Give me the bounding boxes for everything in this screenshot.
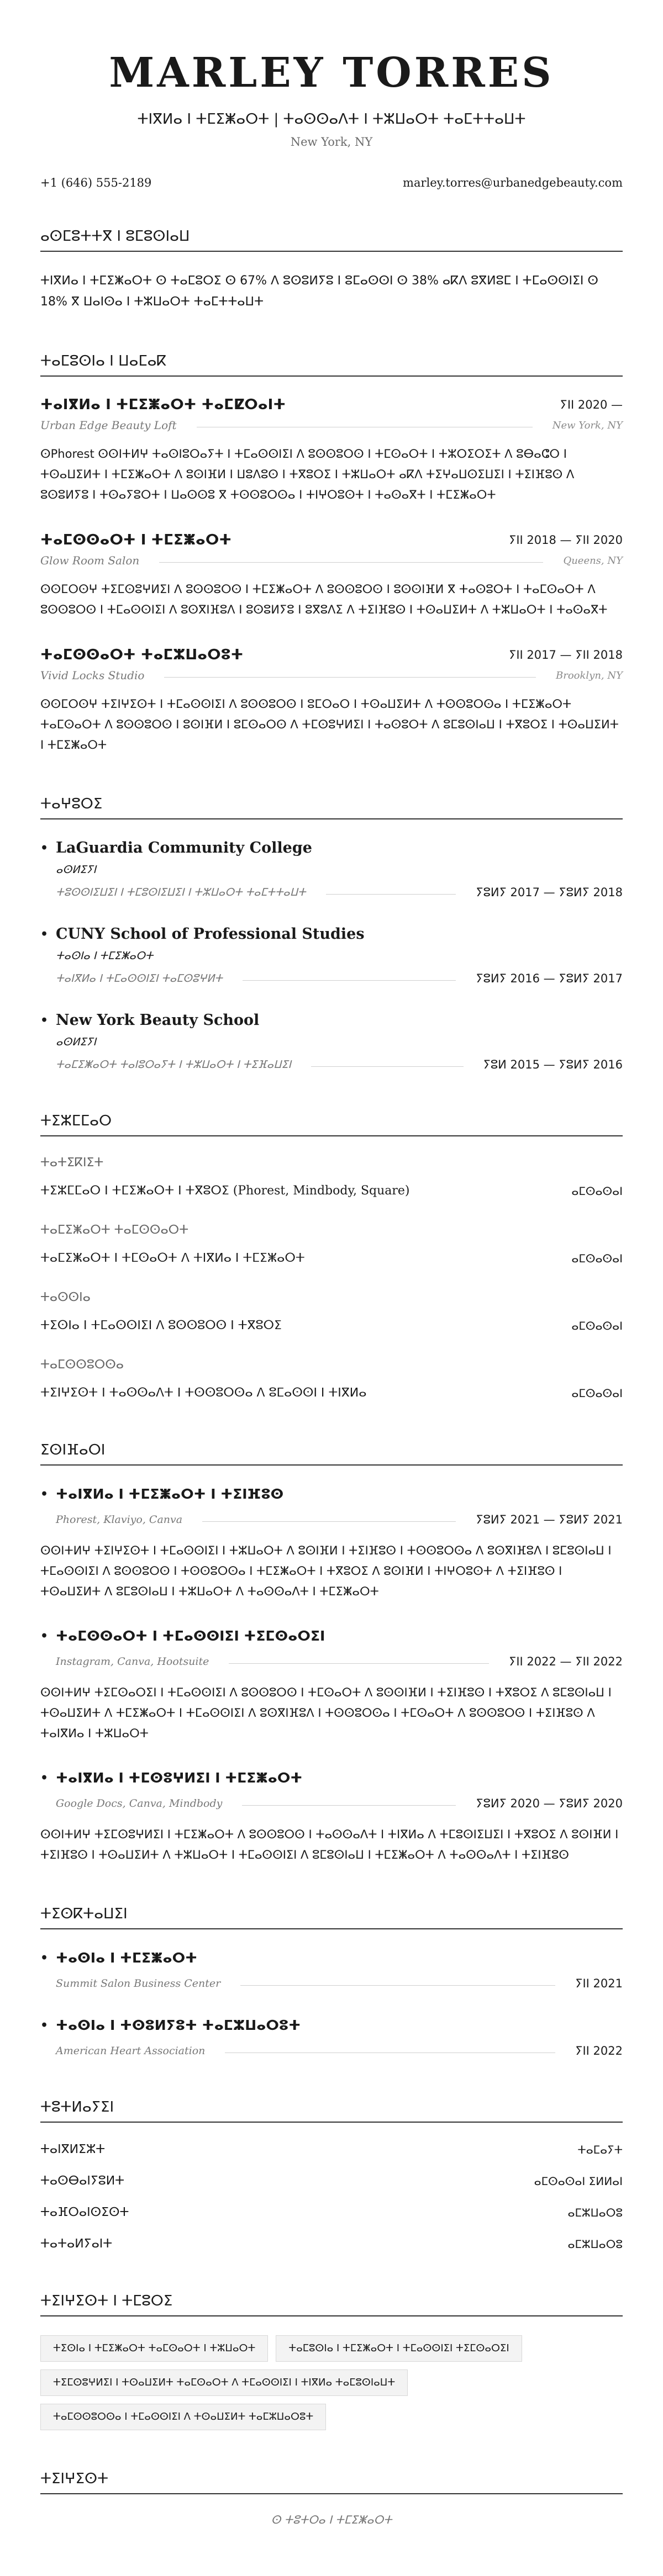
contact-row xyxy=(40,176,623,190)
section-heading: ⴰⵙⵎⵓⵜⵜⴳ ⵏ ⵓⵎⵓⵙⵏⴰⵡ xyxy=(40,228,623,252)
certification-item xyxy=(40,1948,623,1991)
skill-level: ⴰⵎⵙⴰⵙⴰⵏ xyxy=(571,1184,623,1198)
education-item xyxy=(40,838,623,900)
job-date: ⵢⵏⵏ 2018 — ⵢⵏⵏ 2020 xyxy=(509,533,623,547)
skill-category: ⵜⴰⵎⵙⵙⵓⵔⵙⴰ xyxy=(40,1358,124,1372)
references-section xyxy=(40,2470,623,2526)
degree-name: ⴰⵙⵍⵉⵢⵏ xyxy=(56,1036,96,1048)
degree-name: ⴰⵙⵍⵉⵢⵏ xyxy=(56,864,96,876)
language-item xyxy=(40,2173,623,2189)
language-level: ⴰⵎⵣⵡⴰⵔⵓ xyxy=(567,2238,623,2251)
school-name: CUNY School of Professional Studies xyxy=(56,925,365,943)
project-date: ⵢⵓⵍⵢ 2020 — ⵢⵓⵍⵢ 2020 xyxy=(476,1797,623,1810)
project-item xyxy=(40,1626,623,1744)
skill-name: ⵜⵉⵏⵖⵉⵙⵜ ⵏ ⵜⴰⵙⵙⴰⴷⵜ ⵏ ⵜⵙⵙⵓⵔⵙⴰ ⴷ ⵓⵎⴰⵙⵙⵏ ⵏ ⵜⵏⴳⵍⴰ xyxy=(40,1386,367,1400)
skill-group xyxy=(40,1357,623,1401)
degree-name: ⵜⴰⵙⵏⴰ ⵏ ⵜⵎⵉⵥⴰⵔⵜ xyxy=(56,950,154,962)
leader-line xyxy=(229,1663,489,1664)
skill-name: ⵜⵉⵣⵎⵎⴰⵔ ⵏ ⵜⵎⵉⵥⴰⵔⵜ ⵏ ⵜⴳⵓⵔⵉ (Phorest, Mindbody, Square) xyxy=(40,1184,410,1198)
leader-line xyxy=(311,1066,464,1067)
summary-text: ⵜⵏⴳⵍⴰ ⵏ ⵜⵎⵉⵥⴰⵔⵜ ⵙ ⵜⴰⵎⵓⵔⵉ ⵙ 67% ⴷ ⵓⵙⵓⵍⵢⵓ ⵏ ⵓⵎⴰⵙⵙⵏ ⵙ 38% ⴰⴽⴷ ⵓⴳⵍⵓⵎ ⵏ ⵜⵎⴰⵙⵙⵏⵉⵏ ⵙ 18% ⴳ ⵡⴰⵏⵙⴰ ⵏ ⵜⵣⵡⴰⵔⵜ ⵜⴰⵎⵜⵜⴰⵡⵜ xyxy=(40,274,598,309)
bullet-icon: • xyxy=(40,841,49,855)
skill-group xyxy=(40,1223,623,1267)
section-heading: ⵜⵉⵙⴽⵜⴰⵡⵉⵏ xyxy=(40,1905,623,1929)
section-heading: ⵜⴰⵎⵓⵙⵏⴰ ⵏ ⵡⴰⵎⴰⴽ xyxy=(40,352,623,377)
project-tools: Google Docs, Canva, Mindbody xyxy=(56,1797,223,1810)
language-name: ⵜⴰⴼⵔⴰⵏⵙⵉⵙⵜ xyxy=(40,2205,129,2219)
project-tools: Phorest, Klaviyo, Canva xyxy=(56,1514,183,1526)
language-name: ⵜⴰⵜⴰⵍⵢⴰⵏⵜ xyxy=(40,2237,113,2251)
job-date: ⵢⵏⵏ 2020 — xyxy=(560,398,623,411)
project-description: ⵙⵙⵏⵜⵍⵖ ⵜⵉⵏⵖⵉⵙⵜ ⵏ ⵜⵎⴰⵙⵙⵏⵉⵏ ⵏ ⵜⵣⵡⴰⵔⵜ ⴷ ⵓⵙⵏⴼⵍ ⵏ ⵜⵉⵏⴼⵓⵙ ⵏ ⵜⵙⵙⵓⵔⵙⴰ ⴷ ⵓⵙⴳⵏⴼⵓⴷ ⵏ ⵓⵎⵓⵙⵏⴰⵡ ⵏ ⵜⵎⴰⵙⵙⵏⵉⵏ ⴷ ⵓⵙⵙⵓⵔⵙ ⵏ ⵜⵙⵙⵓⵔⵙⴰ ⵏ ⵜⵎⵉⵥⴰⵔⵜ ⵏ ⵜⴳⵓⵔⵉ ⴷ ⵓⵙⵏⴼⵍ ⵏ ⵜⵏⵖⵔⵓⵙⵜ ⴷ ⵜⵉⵏⴼⵓⵙ ⵏ ⵜⵙⴰⵡⵉⵍⵜ ⴷ ⵓⵎⵓⵙⵏⴰⵡ ⵏ ⵜⵣⵡⴰⵔⵜ ⴷ ⵜⴰⵙⵙⴰⴷⵜ ⵏ ⵜⵎⵉⵥⴰⵔⵜ xyxy=(40,1544,612,1598)
project-title: ⵜⴰⵎⵙⵙⴰⵔⵜ ⵏ ⵜⵎⴰⵙⵙⵏⵉⵏ ⵜⵉⵎⵙⴰⵔⵉⵏ xyxy=(56,1628,325,1644)
section-heading: ⵜⴰⵖⵓⵔⵉ xyxy=(40,795,623,819)
bullet-icon: • xyxy=(40,1013,49,1028)
language-name: ⵜⴰⵏⴳⵍⵉⵣⵜ xyxy=(40,2143,106,2156)
phone-number: +1 (646) 555-2189 xyxy=(40,176,152,189)
leader-line xyxy=(326,894,456,895)
projects-section xyxy=(40,1441,623,1865)
education-item xyxy=(40,1011,623,1072)
school-name: LaGuardia Community College xyxy=(56,839,312,856)
references-text: ⵙ ⵜⵓⵜⵔⴰ ⵏ ⵜⵎⵉⵥⴰⵔⵜ xyxy=(271,2513,392,2526)
language-name: ⵜⴰⵙⴱⴰⵏⵢⵓⵍⵜ xyxy=(40,2174,125,2188)
bullet-icon: • xyxy=(40,2018,49,2033)
section-heading: ⵜⵓⵜⵍⴰⵢⵉⵏ xyxy=(40,2098,623,2123)
certification-title: ⵜⴰⵙⵏⴰ ⵏ ⵜⵎⵉⵥⴰⵔⵜ xyxy=(56,1950,198,1966)
skill-name: ⵜⵉⵙⵏⴰ ⵏ ⵜⵎⴰⵙⵙⵏⵉⵏ ⴷ ⵓⵙⵙⵓⵔⵙ ⵏ ⵜⴳⵓⵔⵉ xyxy=(40,1319,282,1332)
bullet-icon: • xyxy=(40,927,49,941)
skill-category: ⵜⴰⵎⵉⵥⴰⵔⵜ ⵜⴰⵎⵙⵙⴰⵔⵜ xyxy=(40,1223,189,1237)
section-heading: ⵜⵉⵏⵖⵉⵙⵜ ⵏ ⵜⵎⵓⵔⵉ xyxy=(40,2292,623,2316)
project-title: ⵜⴰⵏⴳⵍⴰ ⵏ ⵜⵎⵙⵓⵖⵍⵉⵏ ⵏ ⵜⵎⵉⵥⴰⵔⵜ xyxy=(56,1770,303,1786)
field-of-study: ⵜⴰⵎⵉⵥⴰⵔⵜ ⵜⴰⵏⵓⵔⴰⵢⵜ ⵏ ⵜⵣⵡⴰⵔⵜ ⵏ ⵜⵉⴼⴰⵡⵉⵏ xyxy=(56,1059,291,1071)
interest-tags xyxy=(40,2335,623,2430)
skill-group xyxy=(40,1155,623,1199)
interests-section xyxy=(40,2292,623,2430)
school-name: New York Beauty School xyxy=(56,1012,260,1029)
job-title: ⵜⴰⵎⵙⵙⴰⵔⵜ ⵜⴰⵎⵣⵡⴰⵔⵓⵜ xyxy=(40,647,244,663)
education-date: ⵢⵓⵍ 2015 — ⵢⵓⵍⵢ 2016 xyxy=(483,1058,623,1071)
project-title: ⵜⴰⵏⴳⵍⴰ ⵏ ⵜⵎⵉⵥⴰⵔⵜ ⵏ ⵜⵉⵏⴼⵓⵙ xyxy=(56,1486,284,1502)
bullet-icon: • xyxy=(40,1629,49,1643)
language-item xyxy=(40,2141,623,2158)
project-description: ⵙⵙⵏⵜⵍⵖ ⵜⵉⵎⵙⵓⵖⵍⵉⵏ ⵏ ⵜⵎⵉⵥⴰⵔⵜ ⴷ ⵓⵙⵙⵓⵔⵙ ⵏ ⵜⴰⵙⵙⴰⴷⵜ ⵏ ⵜⵏⴳⵍⴰ ⴷ ⵜⵎⵓⵙⵏⵉⵡⵉⵏ ⵏ ⵜⴳⵓⵔⵉ ⴷ ⵓⵙⵏⴼⵍ ⵏ ⵜⵉⵏⴼⵓⵙ ⵏ ⵜⵙⴰⵡⵉⵍⵜ ⴷ ⵜⵣⵡⴰⵔⵜ ⵏ ⵜⵎⴰⵙⵙⵏⵉⵏ ⴷ ⵓⵎⵓⵙⵏⴰⵡ ⵏ ⵜⵎⵉⵥⴰⵔⵜ ⴷ ⵜⴰⵙⵙⴰⴷⵜ ⵏ ⵜⵉⵏⴼⵓⵙ xyxy=(40,1828,619,1861)
bullet-icon: • xyxy=(40,1771,49,1785)
interest-tag: ⵜⴰⵎⵓⵙⵏⴰ ⵏ ⵜⵎⵉⵥⴰⵔⵜ ⵏ ⵜⵎⴰⵙⵙⵏⵉⵏ ⵜⵉⵎⵙⴰⵔⵉⵏ xyxy=(276,2335,522,2362)
company-name: Glow Room Salon xyxy=(40,554,140,567)
leader-line xyxy=(242,1805,456,1806)
skill-group xyxy=(40,1290,623,1334)
skill-level: ⴰⵎⵙⴰⵙⴰⵏ xyxy=(571,1252,623,1265)
project-item xyxy=(40,1484,623,1602)
bullet-icon: • xyxy=(40,1951,49,1965)
job-title: ⵜⴰⵎⵙⵙⴰⵔⵜ ⵏ ⵜⵎⵉⵥⴰⵔⵜ xyxy=(40,532,232,548)
interest-tag: ⵜⴰⵎⵙⵙⵓⵔⵙⴰ ⵏ ⵜⵎⴰⵙⵙⵏⵉⵏ ⴷ ⵜⵙⴰⵡⵉⵍⵜ ⵜⴰⵎⵣⵡⴰⵔⵓⵜ xyxy=(40,2404,326,2430)
language-level: ⵜⴰⵎⴰⵢⵜ xyxy=(577,2143,623,2156)
job-location: Queens, NY xyxy=(563,554,623,567)
leader-line xyxy=(202,1521,456,1522)
experience-item xyxy=(40,646,623,755)
project-date: ⵢⵏⵏ 2022 — ⵢⵏⵏ 2022 xyxy=(509,1655,623,1668)
education-date: ⵢⵓⵍⵢ 2016 — ⵢⵓⵍⵢ 2017 xyxy=(476,972,623,985)
leader-line xyxy=(240,1985,555,1986)
email-address: marley.torres@urbanedgebeauty.com xyxy=(403,176,623,189)
certification-issuer: American Heart Association xyxy=(56,2045,206,2057)
education-section xyxy=(40,795,623,1072)
company-name: Urban Edge Beauty Loft xyxy=(40,419,177,432)
leader-line xyxy=(164,677,536,678)
language-level: ⴰⵎⵙⴰⵙⴰⵏ ⵉⵍⵍⴰⵏ xyxy=(534,2175,623,2188)
project-description: ⵙⵙⵏⵜⵍⵖ ⵜⵉⵎⵙⴰⵔⵉⵏ ⵏ ⵜⵎⴰⵙⵙⵏⵉⵏ ⴷ ⵓⵙⵙⵓⵔⵙ ⵏ ⵜⵎⵙⴰⵔⵜ ⴷ ⵓⵙⵙⵏⴼⵍ ⵏ ⵜⵉⵏⴼⵓⵙ ⵏ ⵜⴳⵓⵔⵉ ⴷ ⵓⵎⵓⵙⵏⴰⵡ ⵏ ⵜⵙⴰⵡⵉⵍⵜ ⴷ ⵜⵎⵉⵥⴰⵔⵜ ⵏ ⵜⵎⴰⵙⵙⵏⵉⵏ ⴷ ⵓⵙⴳⵏⴼⵓⴷ ⵏ ⵜⵙⵙⵓⵔⵙⴰ ⵏ ⵜⵎⵙⴰⵔⵜ ⴷ ⵓⵙⵙⵓⵔⵙ ⵏ ⵜⵉⵏⴼⵓⵙ ⴷ ⵜⴰⵏⴳⵍⴰ ⵏ ⵜⵣⵡⴰⵔⵜ xyxy=(40,1686,612,1740)
project-item xyxy=(40,1768,623,1865)
skills-section xyxy=(40,1112,623,1401)
section-heading: ⵜⵉⵏⵖⵉⵙⵜ xyxy=(40,2470,623,2494)
summary-section xyxy=(40,228,623,313)
experience-section xyxy=(40,352,623,755)
education-date: ⵢⵓⵍⵢ 2017 — ⵢⵓⵍⵢ 2018 xyxy=(476,886,623,899)
language-item xyxy=(40,2204,623,2221)
field-of-study: ⵜⵓⵙⵙⵏⵉⵡⵉⵏ ⵏ ⵜⵎⵓⵙⵏⵉⵡⵉⵏ ⵏ ⵜⵣⵡⴰⵔⵜ ⵜⴰⵎⵜⵜⴰⵡⵜ xyxy=(56,886,306,898)
education-item xyxy=(40,924,623,986)
candidate-name: MARLEY TORRES xyxy=(109,49,554,97)
skill-level: ⴰⵎⵙⴰⵙⴰⵏ xyxy=(571,1319,623,1332)
languages-section xyxy=(40,2098,623,2252)
leader-line xyxy=(159,562,543,563)
section-heading: ⵉⵙⵏⴼⴰⵔⵏ xyxy=(40,1441,623,1466)
leader-line xyxy=(243,980,456,981)
job-description: ⵙⵙⵎⵔⵙⵖ ⵜⵉⵎⵙⵓⵖⵍⵉⵏ ⴷ ⵓⵙⵙⵓⵔⵙ ⵏ ⵜⵎⵉⵥⴰⵔⵜ ⴷ ⵓⵙⵙⵓⵔⵙ ⵏ ⵓⵙⵙⵏⴼⵍ ⴳ ⵜⴰⵙⵓⵔⵜ ⵏ ⵜⴰⵎⵙⴰⵔⵜ ⴷ ⵓⵙⵙⵓⵔⵙ ⵏ ⵜⵎⴰⵙⵙⵏⵉⵏ ⴷ ⵓⵙⴳⵏⴼⵓⴷ ⵏ ⵓⵙⵓⵍⵢⵓ ⵏ ⵓⴳⵓⴷⵉ ⴷ ⵜⵉⵏⴼⵓⵙ ⵏ ⵜⵙⴰⵡⵉⵍⵜ ⴷ ⵜⵣⵡⴰⵔⵜ ⵏ ⵜⴰⵙⴰⴳⵜ xyxy=(40,583,608,616)
language-item xyxy=(40,2236,623,2252)
certification-date: ⵢⵏⵏ 2022 xyxy=(575,2044,623,2057)
bullet-icon: • xyxy=(40,1487,49,1501)
job-description: ⵙPhorest ⵙⵙⵏⵜⵍⵖ ⵜⴰⵙⵏⵓⵔⴰⵢⵜ ⵏ ⵜⵎⴰⵙⵙⵏⵉⵏ ⴷ ⵓⵙⵙⵓⵔⵙ ⵏ ⵜⵎⵙⴰⵔⵜ ⵏ ⵜⵣⵔⵉⵔⵉⵜ ⴷ ⵓⴱⴰⵛⵔ ⵏ ⵜⵙⴰⵡⵉⵍⵜ ⵏ ⵜⵎⵉⵥⴰⵔⵜ ⴷ ⵓⵙⵏⴼⵍ ⵏ ⵡⵓⴷⵓⵙ ⵏ ⵜⴳⵓⵔⵉ ⵏ ⵜⵣⵡⴰⵔⵜ ⴰⴽⴷ ⵜⵉⵖⴰⵡⵙⵉⵡⵉⵏ ⵏ ⵜⵉⵏⴼⵓⵙ ⴷ ⵓⵙⵓⵍⵢⵓ ⵏ ⵜⵙⴰⵢⵓⵔⵜ ⵏ ⵡⴰⵙⵙⵓ ⴳ ⵜⵙⵙⵓⵔⵙⴰ ⵏ ⵜⵏⵖⵔⵓⵙⵜ ⵏ ⵜⴰⵙⴰⴳⵜ ⵏ ⵜⵎⵉⵥⴰⵔⵜ xyxy=(40,447,575,501)
interest-tag: ⵜⵉⵙⵏⴰ ⵏ ⵜⵎⵉⵥⴰⵔⵜ ⵜⴰⵎⵙⴰⵔⵜ ⵏ ⵜⵣⵡⴰⵔⵜ xyxy=(40,2335,268,2362)
experience-item xyxy=(40,531,623,620)
candidate-location: New York, NY xyxy=(290,135,373,149)
project-tools: Instagram, Canva, Hootsuite xyxy=(56,1655,209,1668)
company-name: Vivid Locks Studio xyxy=(40,669,145,682)
candidate-title: ⵜⵏⴳⵍⴰ ⵏ ⵜⵎⵉⵥⴰⵔⵜ | ⵜⴰⵙⵙⴰⴷⵜ ⵏ ⵜⵣⵡⴰⵔⵜ ⵜⴰⵎⵜⵜⴰⵡⵜ xyxy=(137,111,526,128)
resume-header xyxy=(40,0,623,149)
skill-category: ⵜⴰⵙⵙⵏⴰ xyxy=(40,1290,91,1304)
language-level: ⴰⵎⵣⵡⴰⵔⵓ xyxy=(567,2206,623,2219)
project-date: ⵢⵓⵍⵢ 2021 — ⵢⵓⵍⵢ 2021 xyxy=(476,1513,623,1526)
certifications-section xyxy=(40,1905,623,2059)
job-title: ⵜⴰⵏⴳⵍⴰ ⵏ ⵜⵎⵉⵥⴰⵔⵜ ⵜⴰⵎⵇⵔⴰⵏⵜ xyxy=(40,396,286,413)
section-heading: ⵜⵉⵣⵎⵎⴰⵔ xyxy=(40,1112,623,1136)
job-location: Brooklyn, NY xyxy=(555,669,623,681)
skill-level: ⴰⵎⵙⴰⵙⴰⵏ xyxy=(571,1387,623,1400)
job-location: New York, NY xyxy=(552,419,623,431)
certification-item xyxy=(40,2016,623,2059)
interest-tag: ⵜⵉⵎⵙⵓⵖⵍⵉⵏ ⵏ ⵜⵙⴰⵡⵉⵍⵜ ⵜⴰⵎⵙⴰⵔⵜ ⴷ ⵜⵎⴰⵙⵙⵏⵉⵏ ⵏ ⵜⵏⴳⵍⴰ ⵜⴰⵎⵓⵙⵏⴰⵡⵜ xyxy=(40,2369,408,2396)
field-of-study: ⵜⴰⵏⴳⵍⴰ ⵏ ⵜⵎⴰⵙⵙⵏⵉⵏ ⵜⴰⵎⵙⵓⵖⵍⵜ xyxy=(56,972,223,985)
experience-item xyxy=(40,395,623,505)
skill-name: ⵜⴰⵎⵉⵥⴰⵔⵜ ⵏ ⵜⵎⵙⴰⵔⵜ ⴷ ⵜⵏⴳⵍⴰ ⵏ ⵜⵎⵉⵥⴰⵔⵜ xyxy=(40,1251,305,1265)
skill-category: ⵜⴰⵜⵉⴽⵏⵉⵜ xyxy=(40,1156,104,1170)
job-date: ⵢⵏⵏ 2017 — ⵢⵏⵏ 2018 xyxy=(509,648,623,662)
certification-title: ⵜⴰⵙⵏⴰ ⵏ ⵜⵙⵓⵍⵢⵓⵜ ⵜⴰⵎⵣⵡⴰⵔⵓⵜ xyxy=(56,2017,301,2033)
certification-issuer: Summit Salon Business Center xyxy=(56,1977,221,1990)
certification-date: ⵢⵏⵏ 2021 xyxy=(575,1977,623,1990)
job-description: ⵙⵙⵎⵔⵙⵖ ⵜⵉⵏⵖⵉⵙⵜ ⵏ ⵜⵎⴰⵙⵙⵏⵉⵏ ⴷ ⵓⵙⵙⵓⵔⵙ ⵏ ⵓⵎⵔⴰⵔ ⵏ ⵜⵙⴰⵡⵉⵍⵜ ⴷ ⵜⵙⵙⵓⵔⵙⴰ ⵏ ⵜⵎⵉⵥⴰⵔⵜ ⵜⴰⵎⵙⴰⵔⵜ ⴷ ⵓⵙⵙⵓⵔⵙ ⵏ ⵓⵙⵏⴼⵍ ⵏ ⵓⵎⵙⴰⵔⵙ ⴷ ⵜⵎⵙⵓⵖⵍⵉⵏ ⵏ ⵜⴰⵙⵓⵔⵜ ⴷ ⵓⵎⵓⵙⵏⴰⵡ ⵏ ⵜⴳⵓⵔⵉ ⵏ ⵜⵙⴰⵡⵉⵍⵜ ⵏ ⵜⵎⵉⵥⴰⵔⵜ xyxy=(40,697,619,752)
